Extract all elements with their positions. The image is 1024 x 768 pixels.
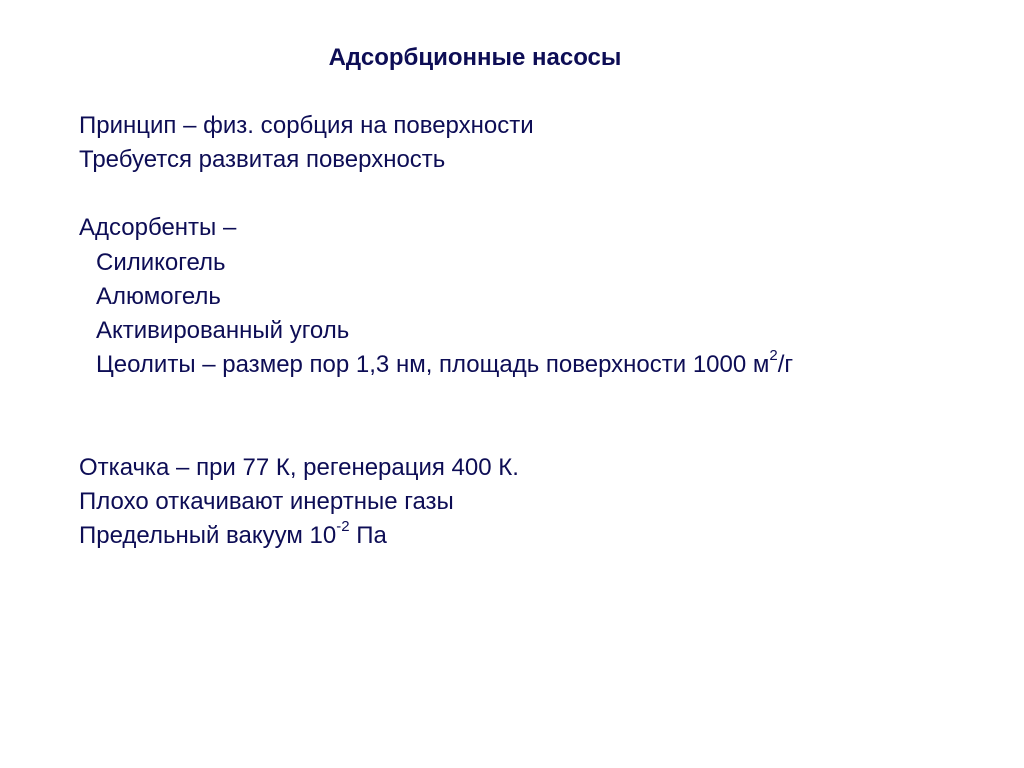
slide-title: Адсорбционные насосы	[328, 44, 622, 71]
ultimate-vacuum-unit: Па	[349, 522, 387, 549]
pumping-conditions-line: Откачка – при 77 К, регенерация 400 К.	[79, 454, 519, 481]
inert-gases-line: Плохо откачивают инертные газы	[79, 488, 454, 515]
zeolites-superscript: 2	[769, 347, 778, 364]
zeolites-text: Цеолиты – размер пор 1,3 нм, площадь поверхности 1000 м	[96, 351, 770, 378]
adsorbent-item-silicagel: Силикогель	[96, 249, 226, 276]
ultimate-vacuum-line	[79, 518, 387, 551]
adsorbent-item-zeolites	[96, 347, 794, 380]
ultimate-vacuum-exponent: -2	[336, 518, 350, 535]
zeolites-unit-tail: /г	[777, 351, 794, 378]
adsorbent-item-alumogel: Алюмогель	[96, 283, 221, 310]
principle-line: Принцип – физ. сорбция на поверхности	[79, 112, 534, 139]
surface-requirement-line: Требуется развитая поверхность	[79, 146, 446, 173]
ultimate-vacuum-text: Предельный вакуум 10	[79, 522, 337, 549]
adsorbents-heading: Адсорбенты –	[79, 214, 237, 241]
adsorbent-item-activated-carbon: Активированный уголь	[96, 317, 350, 344]
